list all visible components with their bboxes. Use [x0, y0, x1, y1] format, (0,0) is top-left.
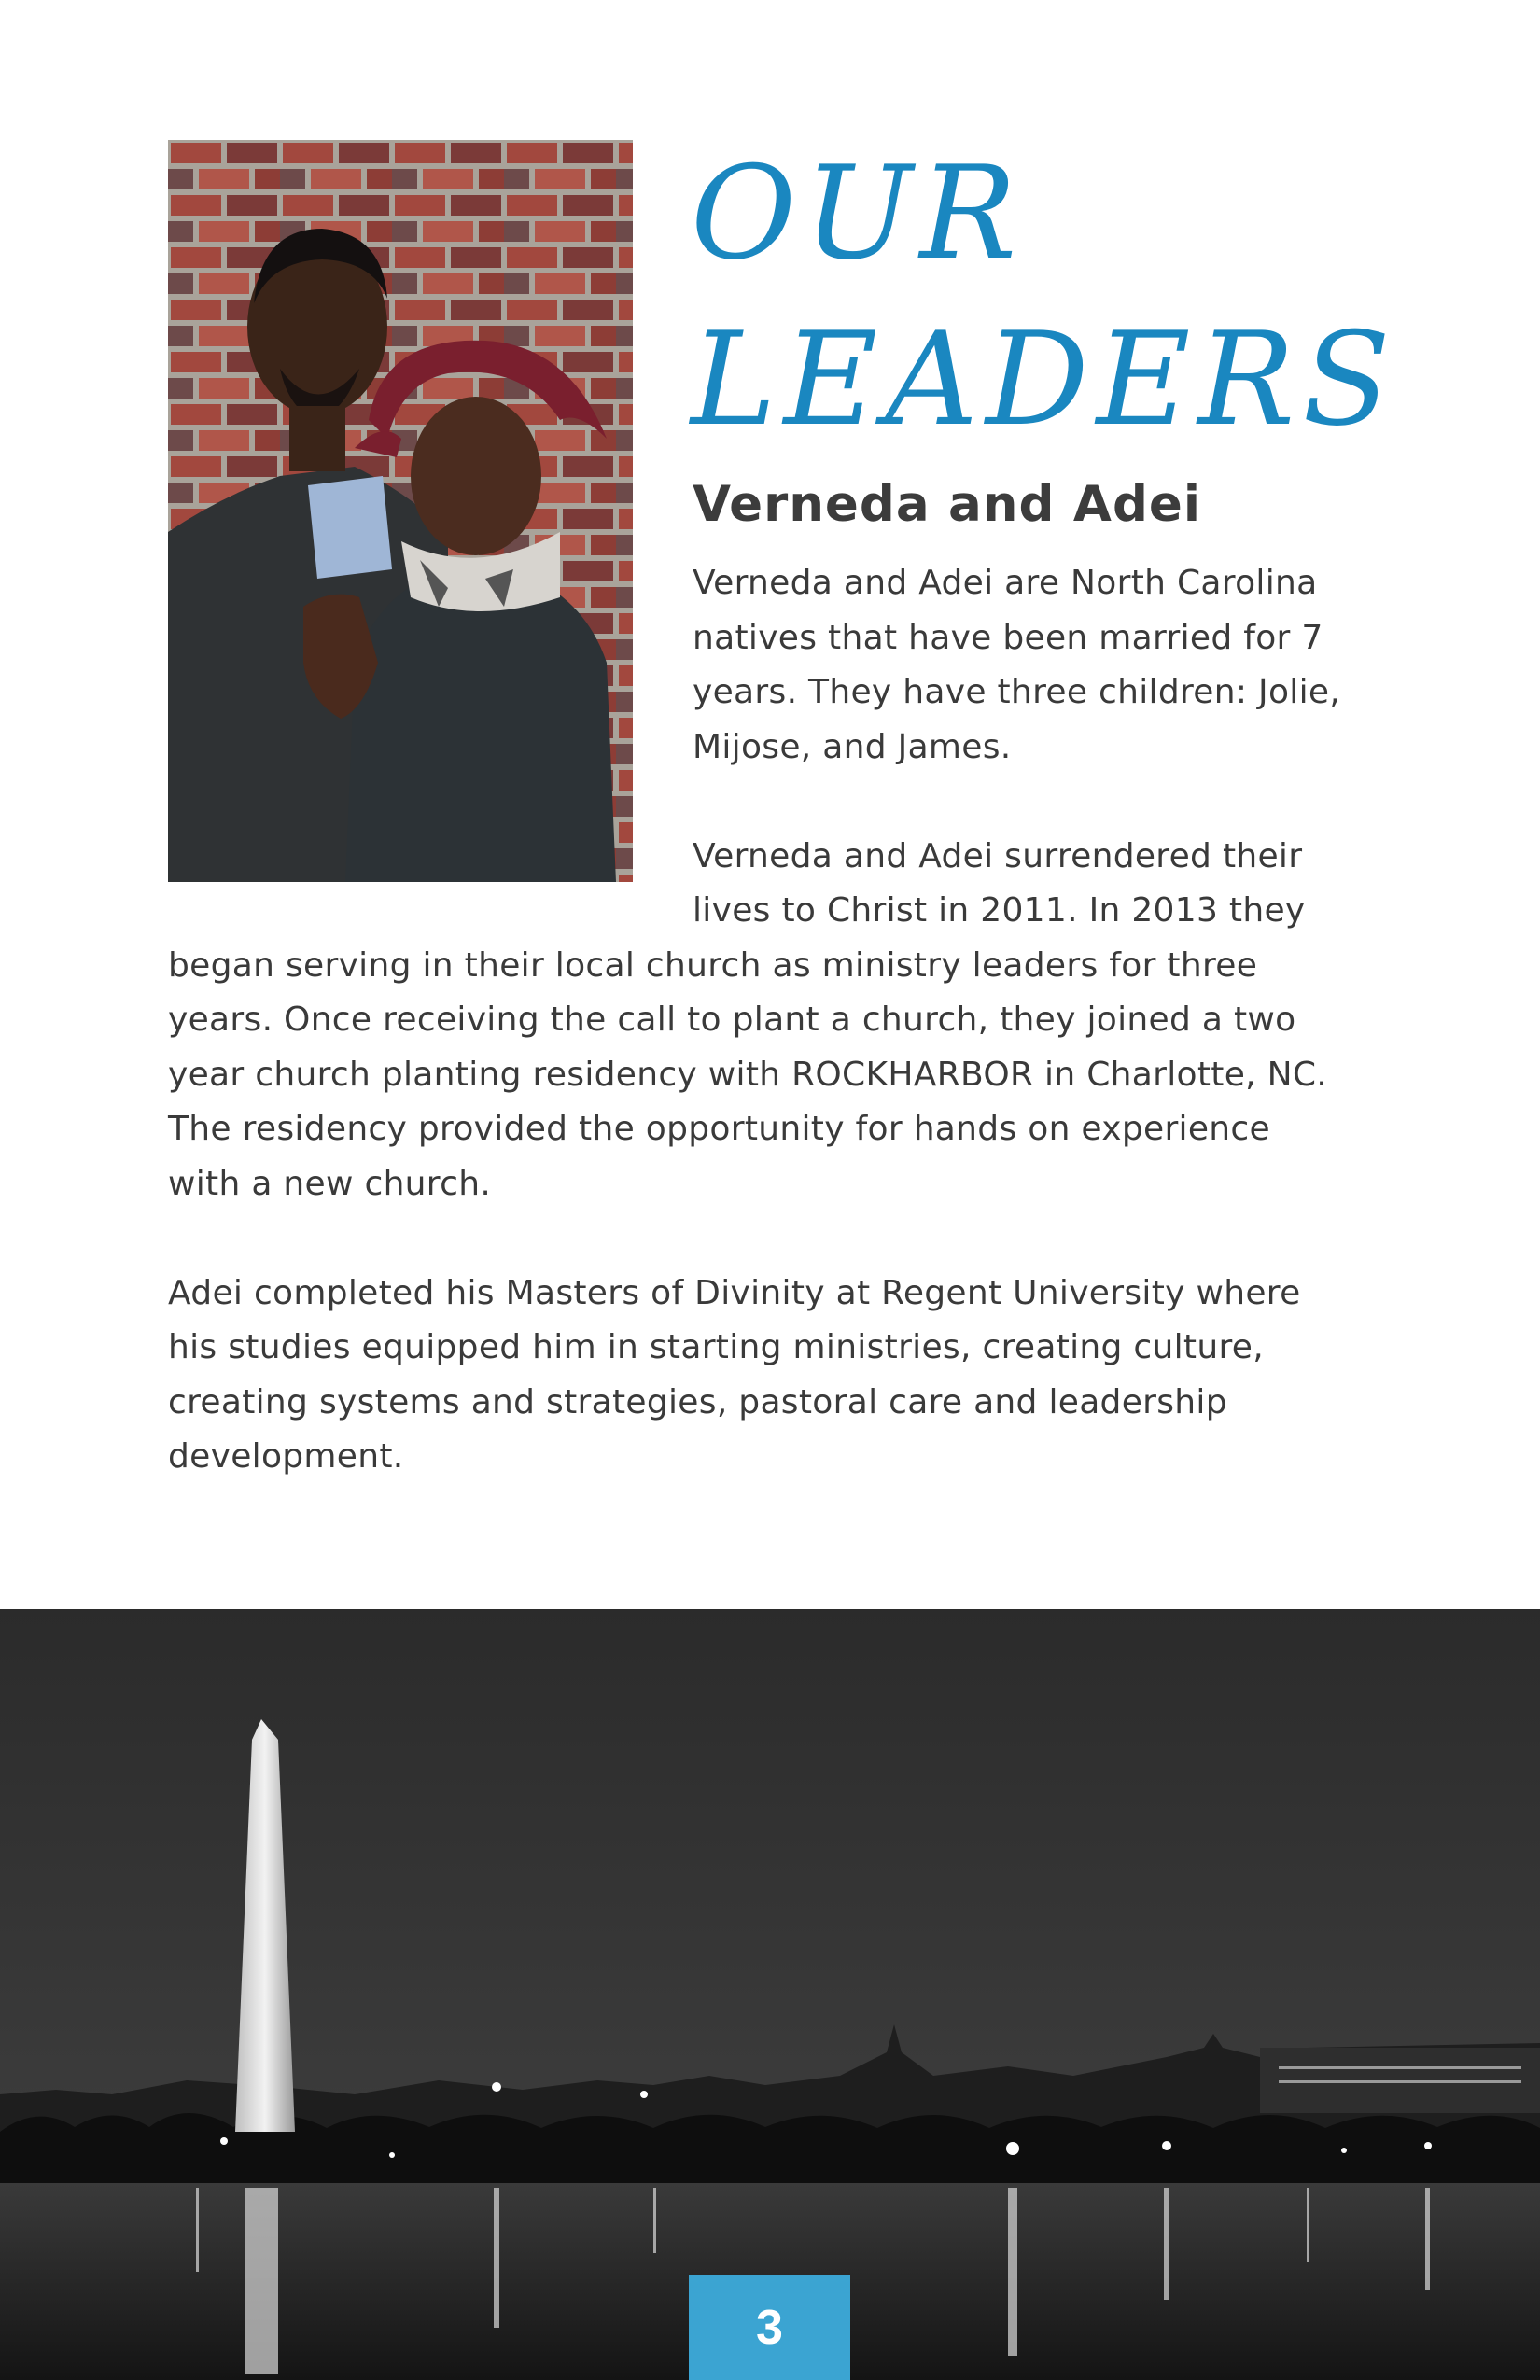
bio-paragraph-1: Verneda and Adei are North Carolina natives that have been married for 7 years. They have three children: Jolie, Mijose, and James.	[693, 564, 1341, 766]
page-number: 3	[689, 2275, 850, 2380]
leaders-bio	[168, 556, 1344, 1485]
page-heading	[691, 131, 1398, 463]
bio-paragraph-3: Adei completed his Masters of Divinity at Regent University where his studies equipped him in starting ministries, creating culture, creating systems and strategies, pastoral care and leadership development.	[168, 1273, 1301, 1476]
cityscape-photo	[0, 1609, 1540, 2380]
heading-line-1: OUR	[691, 138, 1025, 288]
heading-line-2: LEADERS	[691, 304, 1398, 455]
leaders-names: Verneda and Adei	[693, 476, 1201, 533]
photo-text-wrap-spacer	[168, 556, 693, 934]
bio-paragraph-2: Verneda and Adei surrendered their lives to Christ in 2011. In 2013 they began serving in their local church as ministry leaders for three years. Once receiving the call to plant a church, they joined a two year church planting residency with ROCKHARBOR in Charlotte, NC. The residency provided the opportunity for hands on experience with a new church.	[168, 836, 1328, 1203]
